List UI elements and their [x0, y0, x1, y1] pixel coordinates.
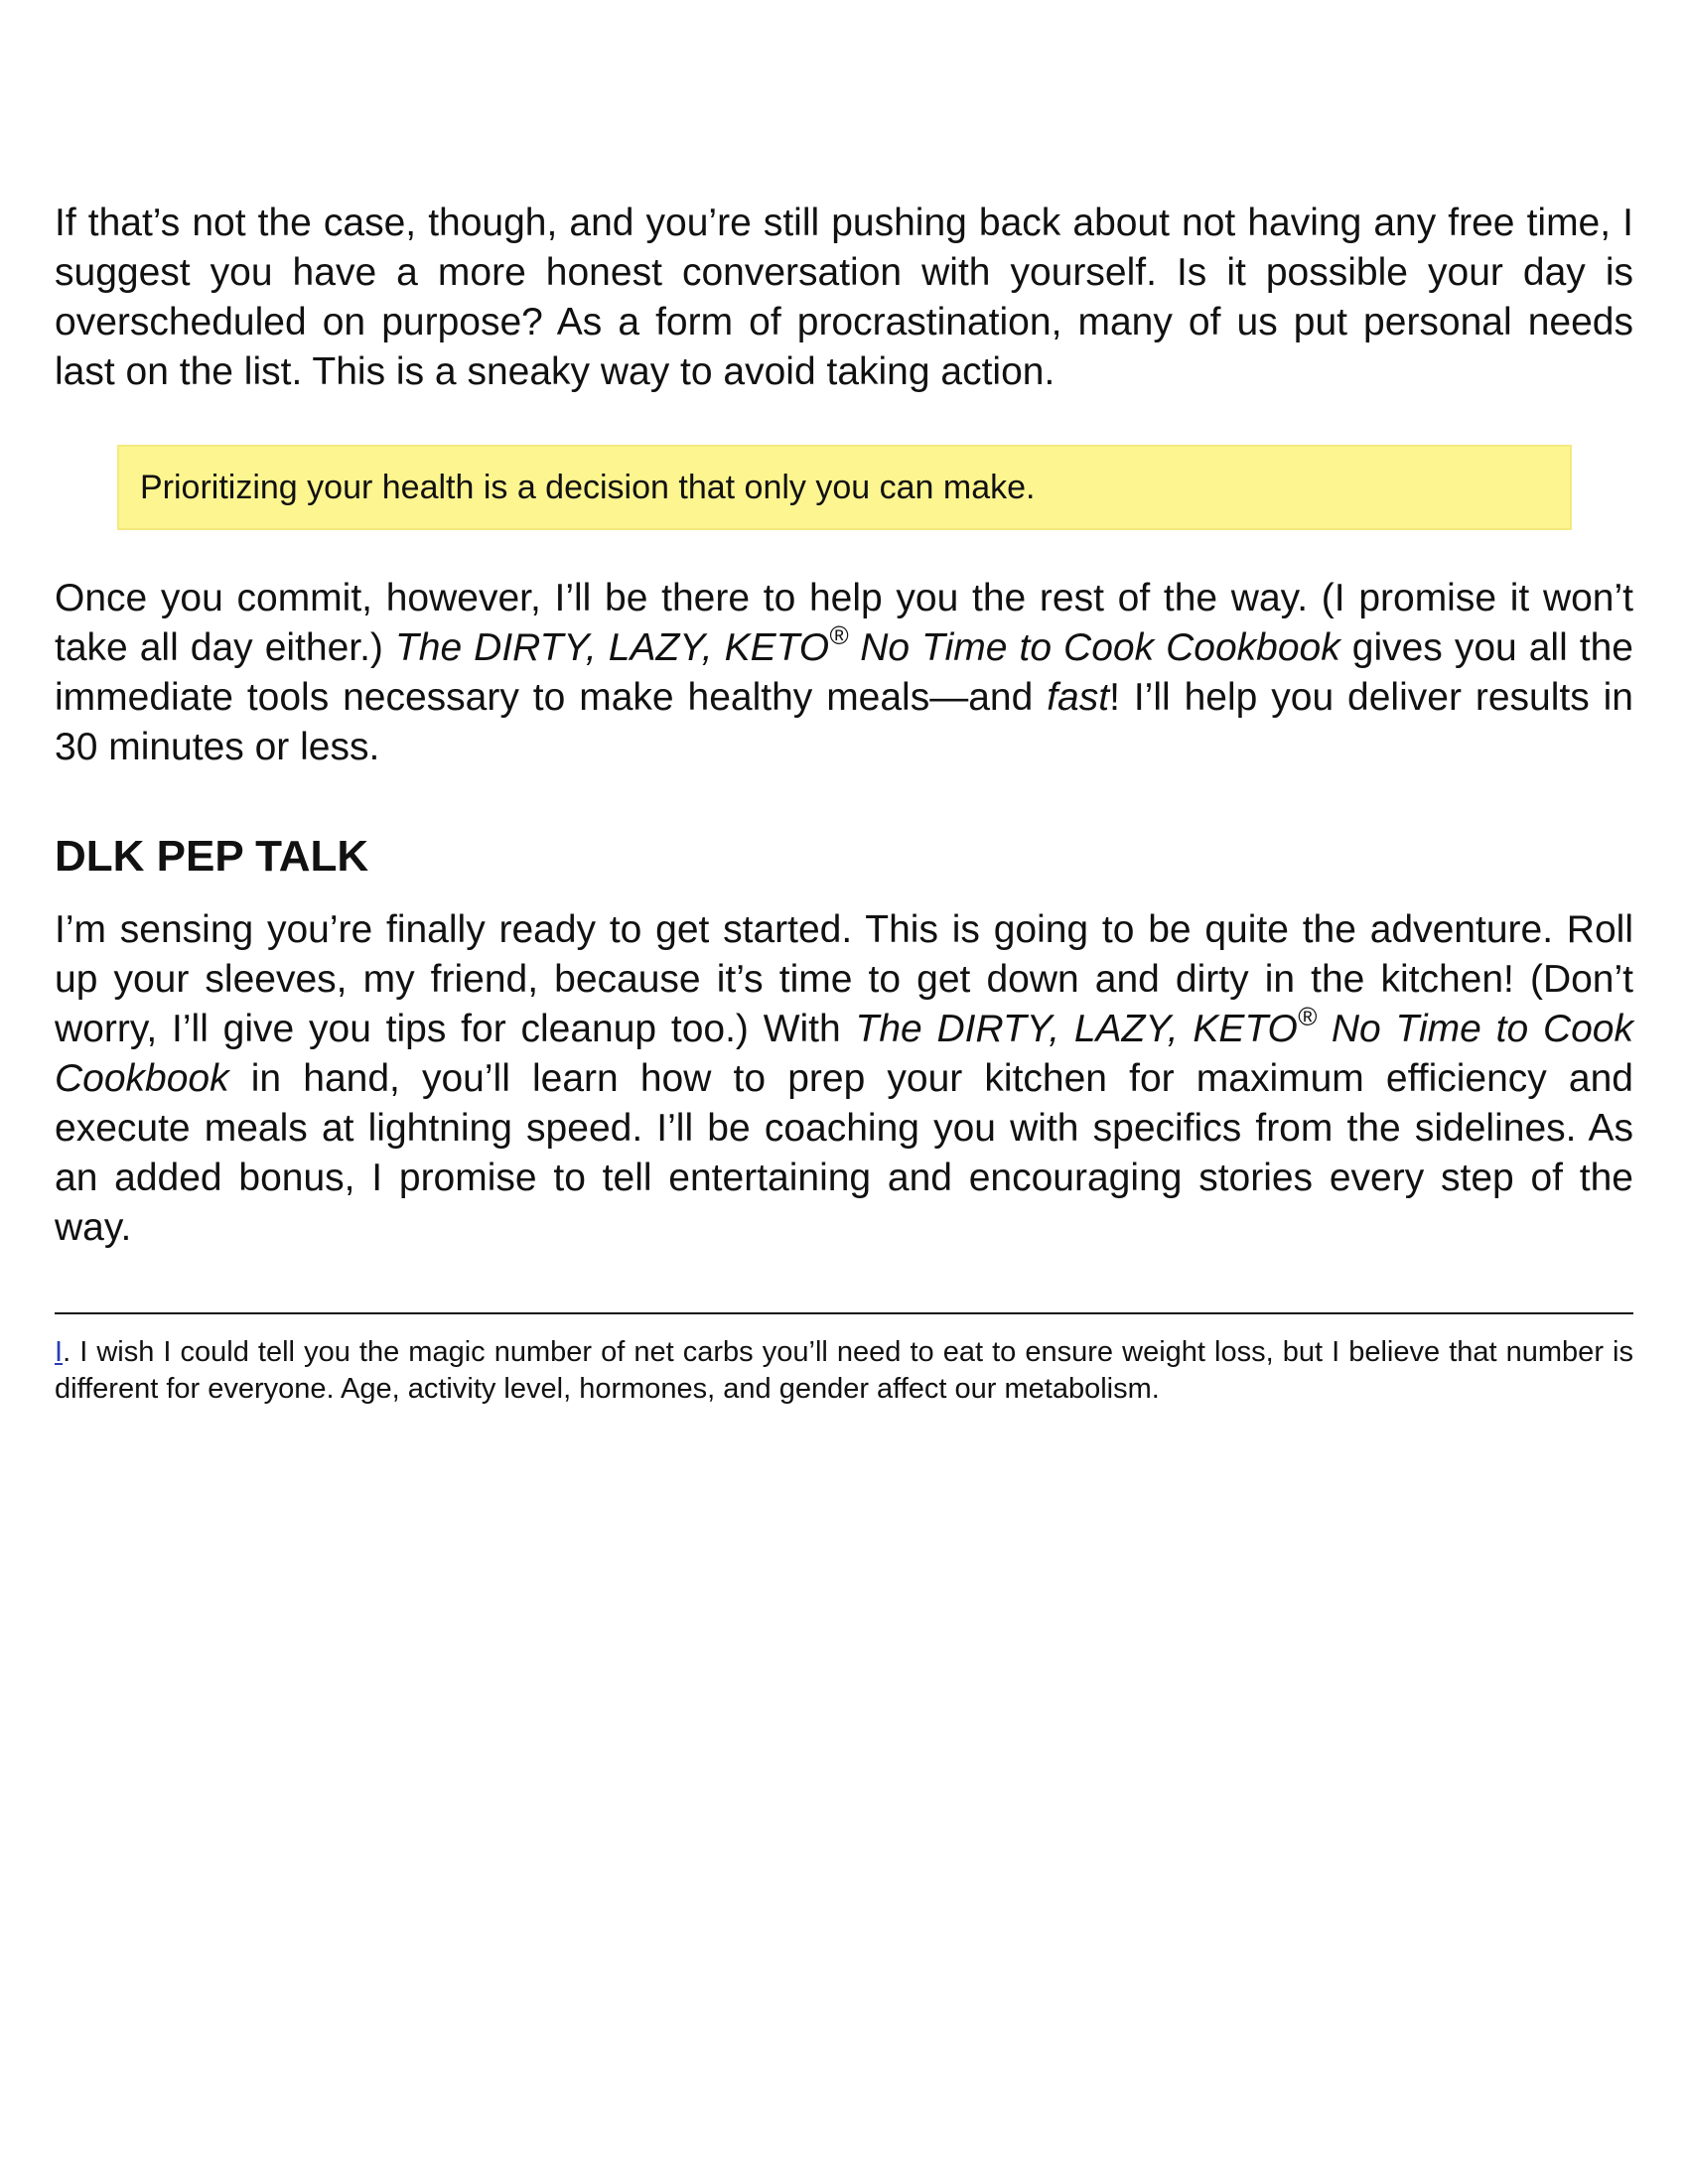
book-title-part-b: No Time to Cook Cookbook: [848, 626, 1340, 669]
paragraph-pep-talk-text-1: I’m sensing you’re finally ready to get started. This is going to be quite the adventure. Roll up your sleeves, my friend, because it’s time to get down and dirty in the kitchen! (Don’t worry, I’ll give you tips for cleanup too.) With: [55, 908, 1633, 1050]
paragraph-commit: [55, 574, 1633, 772]
paragraph-pep-talk-text-2: in hand, you’ll learn how to prep your kitchen for maximum efficiency and execute meals at lightning speed. I’ll be coaching you with specifics from the sidelines. As an added bonus, I promise to tell entertaining and encouraging stories every step of the way.: [55, 1057, 1633, 1249]
callout-text: Prioritizing your health is a decision that only you can make.: [140, 468, 1036, 506]
footnote-reference-link[interactable]: I: [55, 1336, 64, 1368]
callout-highlight-box: [117, 445, 1572, 530]
emphasis-fast: fast: [1047, 676, 1110, 719]
registered-mark: ®: [829, 620, 849, 650]
paragraph-pep-talk: [55, 905, 1633, 1253]
footnote-divider: [55, 1312, 1633, 1314]
footnote: [55, 1334, 1633, 1408]
book-title-part-a: The DIRTY, LAZY, KETO: [855, 1008, 1298, 1050]
paragraph-commit-text-3: ! I’ll help you deliver results in 30 minutes or less.: [55, 676, 1633, 768]
book-title: [394, 620, 1340, 669]
paragraph-commit-text-1: Once you commit, however, I’ll be there to help you the rest of the way. (I promise it won’t take all day either.): [55, 577, 1633, 669]
footnote-text: . I wish I could tell you the magic number of net carbs you’ll need to eat to ensure weight loss, but I believe that number is different for everyone. Age, activity level, hormones, and gender affect our metabolism.: [55, 1336, 1633, 1405]
paragraph-free-time: If that’s not the case, though, and you’re still pushing back about not having any free time, I suggest you have a more honest conversation with yourself. Is it possible your day is overscheduled on purpose? As a form of procrastination, many of us put personal needs last on the list. This is a sneaky way to avoid taking action.: [55, 202, 1633, 393]
paragraph-commit-text-2: gives you all the immediate tools necessary to make healthy meals—and: [55, 626, 1633, 719]
page: [55, 199, 1633, 1436]
registered-mark: ®: [1297, 1002, 1318, 1031]
book-title-part-a: The DIRTY, LAZY, KETO: [394, 626, 830, 669]
section-heading-pep-talk: DLK PEP TALK: [55, 832, 369, 881]
book-title-part-b: No Time to Cook Cookbook: [55, 1008, 1633, 1100]
